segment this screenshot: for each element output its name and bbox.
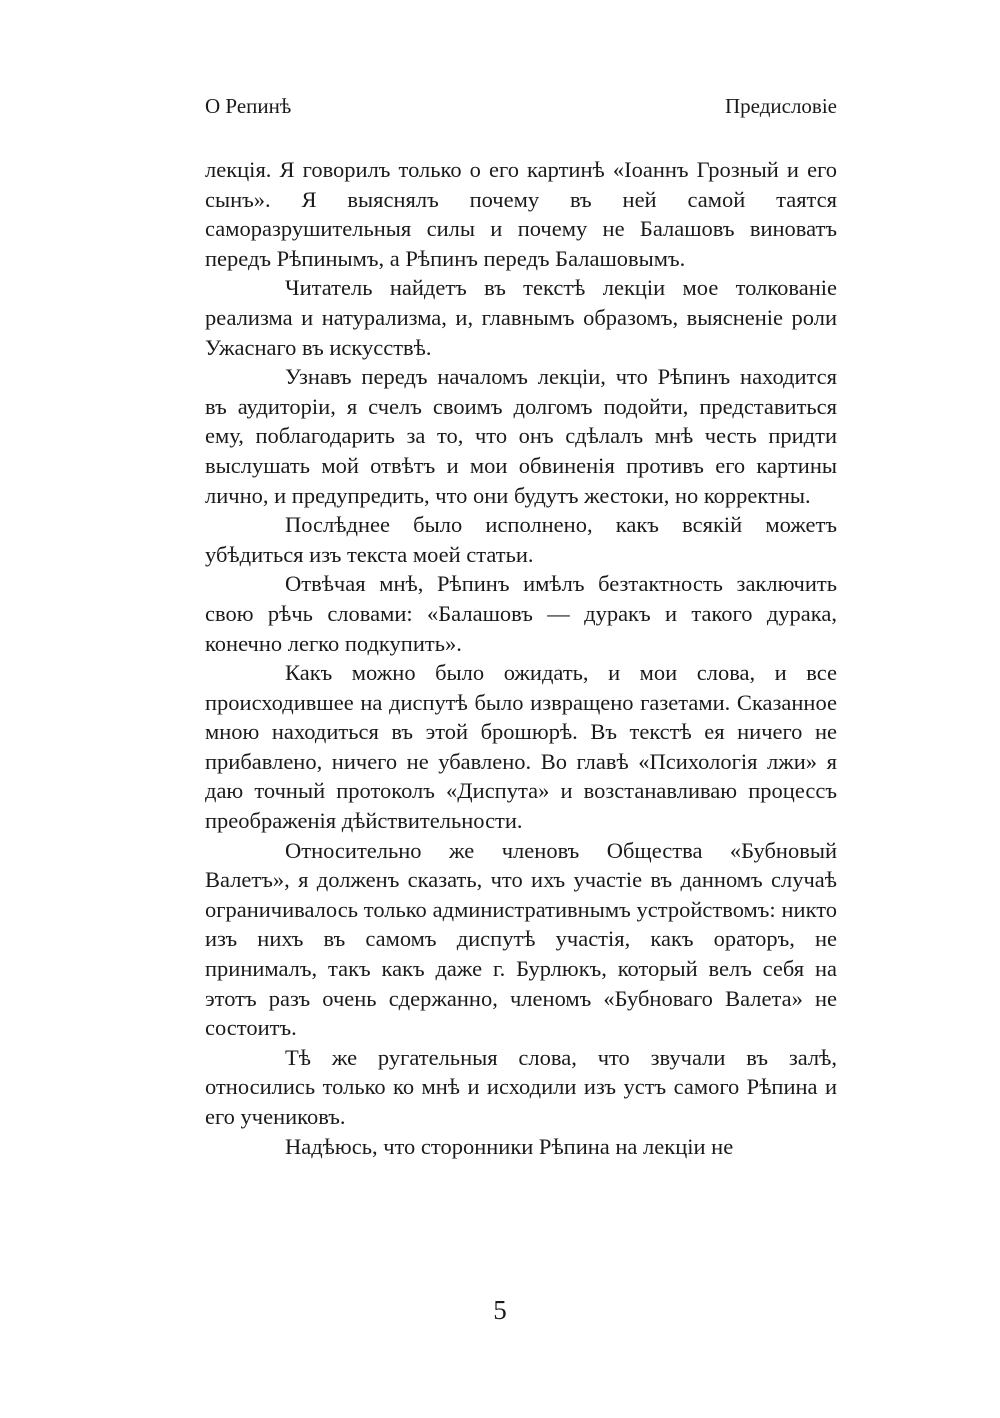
page-number: 5: [493, 1295, 507, 1325]
paragraph: Отвѣчая мнѣ, Рѣпинъ имѣлъ безтактность заключить свою рѣчь словами: «Балашовъ — дуракъ и такого дурака, конечно легко подкупить».: [205, 571, 837, 656]
paragraph: Относительно же членовъ Общества «Бубновый Валетъ», я долженъ сказать, что ихъ участiе въ данномъ случаѣ ограничивалось только административнымъ устройствомъ: никто изъ нихъ въ самомъ диспутѣ участiя, какъ ораторъ, не принималъ, такъ какъ даже г. Бурлюкъ, который велъ себя на этотъ разъ очень сдержанно, членомъ «Бубноваго Валета» не состоитъ.: [205, 837, 837, 1041]
paragraph: Послѣднее было исполнено, какъ всякiй можетъ убѣдиться изъ текста моей статьи.: [205, 512, 837, 567]
paragraph: Тѣ же ругательныя слова, что звучали въ залѣ, относились только ко мнѣ и исходили изъ устъ самого Рѣпина и его учениковъ.: [205, 1044, 837, 1129]
paragraph: Какъ можно было ожидать, и мои слова, и все происходившее на диспутѣ было извращено газетами. Сказанное мною находиться въ этой брошюрѣ. Въ текстѣ ея ничего не прибавлено, ничего не убавлено. Во главѣ «Психологiя лжи» я даю точный протоколъ «Диспута» и возстанавливаю процессъ преображенiя дѣйствительности.: [205, 660, 837, 834]
paragraph: Надѣюсь, что сторонники Рѣпина на лекцiи не: [285, 1133, 734, 1159]
paragraph: лекцiя. Я говорилъ только о его картинѣ «Iоаннъ Грозный и его сынъ». Я выяснялъ почему въ ней самой таятся саморазрушительныя силы и почему не Балашовъ виноватъ передъ Рѣпинымъ, а Рѣпинъ передъ Балашовымъ.: [205, 157, 837, 271]
running-header-section: Предисловiе: [724, 94, 837, 118]
running-header-title: О Репинѣ: [205, 94, 292, 118]
body-text: [205, 155, 837, 1161]
paragraph: Узнавъ передъ началомъ лекцiи, что Рѣпинъ находится въ аудиторiи, я счелъ своимъ долгомъ подойти, представиться ему, поблагодарить за то, что онъ сдѣлалъ мнѣ честь придти выслушать мой отвѣтъ и мои обвиненiя противъ его картины лично, и предупредить, что они будутъ жестоки, но корректны.: [205, 364, 837, 508]
paragraph: Читатель найдетъ въ текстѣ лекцiи мое толкованiе реализма и натурализма, и, главнымъ образомъ, выясненiе роли Ужаснаго въ искусствѣ.: [205, 275, 837, 360]
